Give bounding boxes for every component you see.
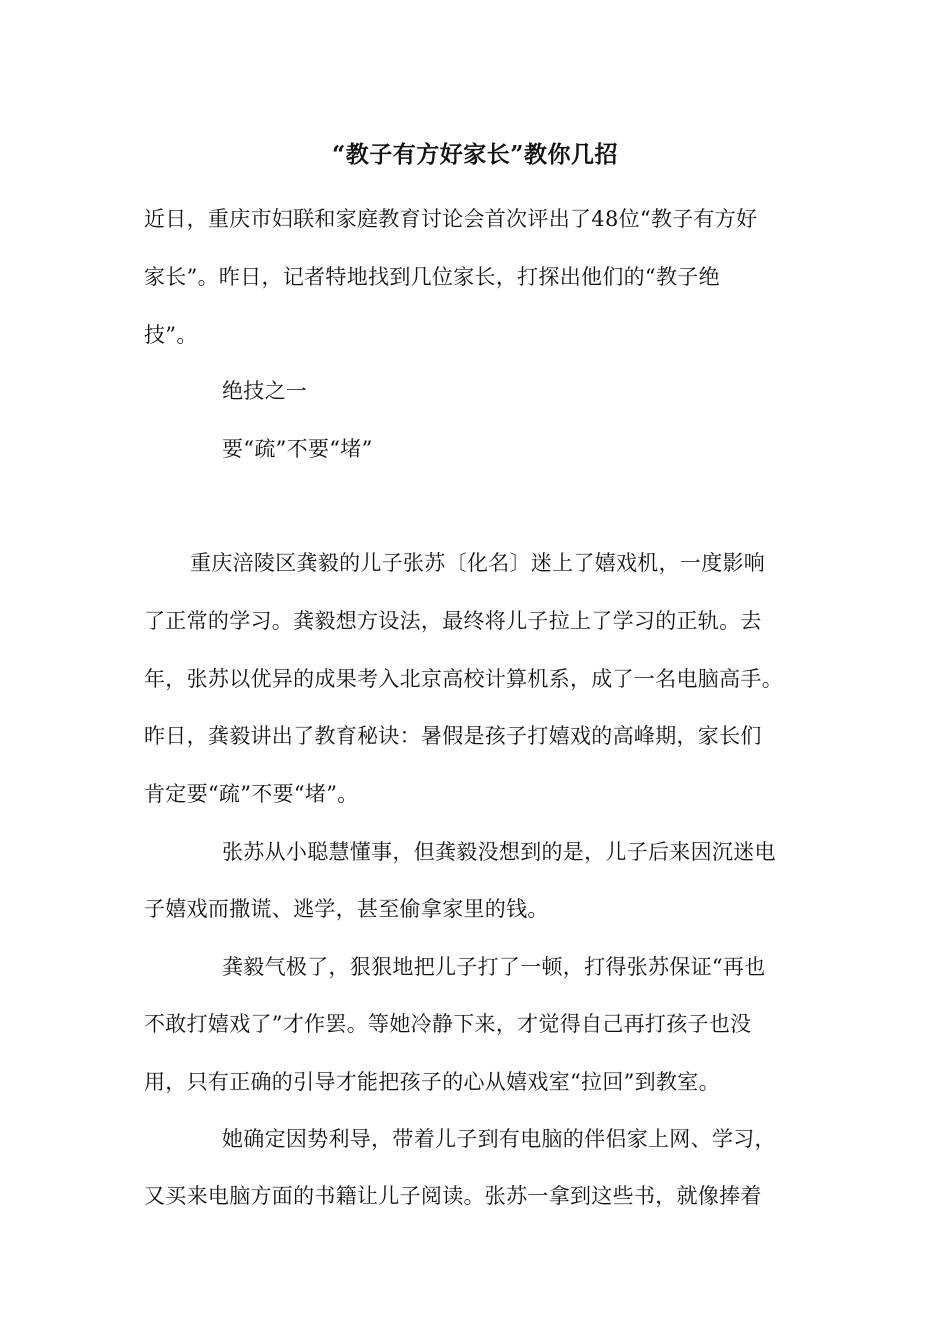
paragraph-line: 张苏从小聪慧懂事，但龚毅没想到的是，儿子后来因沉迷电 (222, 840, 776, 864)
intro-line: 近日，重庆市妇联和家庭教育讨论会首次评出了48位“教子有方好 (144, 207, 758, 231)
document-title: “教子有方好家长”教你几招 (332, 141, 618, 168)
paragraph-line: 昨日，龚毅讲出了教育秘诀：暑假是孩子打嬉戏的高峰期，家长们 (144, 724, 762, 748)
section-subheading: 要“疏”不要“堵” (222, 437, 373, 461)
paragraph-line: 重庆涪陵区龚毅的儿子张苏〔化名〕迷上了嬉戏机，一度影响 (190, 551, 766, 575)
paragraph-line: 她确定因势利导，带着儿子到有电脑的伴侣家上网、学习， (222, 1127, 776, 1151)
intro-line: 家长”。昨日，记者特地找到几位家长，打探出他们的“教子绝 (144, 265, 720, 289)
paragraph-line: 子嬉戏而撒谎、逃学，甚至偷拿家里的钱。 (144, 897, 549, 921)
paragraph-line: 又买来电脑方面的书籍让儿子阅读。张苏一拿到这些书，就像捧着 (144, 1184, 762, 1208)
section-heading: 绝技之一 (222, 379, 308, 403)
paragraph-line: 了正常的学习。龚毅想方设法，最终将儿子拉上了学习的正轨。去 (144, 609, 762, 633)
paragraph-line: 用，只有正确的引导才能把孩子的心从嬉戏室“拉回”到教室。 (144, 1070, 720, 1094)
paragraph-line: 龚毅气极了，狠狠地把儿子打了一顿，打得张苏保证“再也 (222, 955, 766, 979)
paragraph-line: 年，张苏以优异的成果考入北京高校计算机系，成了一名电脑高手。 (144, 667, 783, 691)
intro-line: 技”。 (144, 323, 198, 347)
paragraph-line: 肯定要“疏”不要“堵”。 (144, 782, 359, 806)
paragraph-line: 不敢打嬉戏了”才作罢。等她冷静下来，才觉得自己再打孩子也没 (144, 1012, 752, 1036)
